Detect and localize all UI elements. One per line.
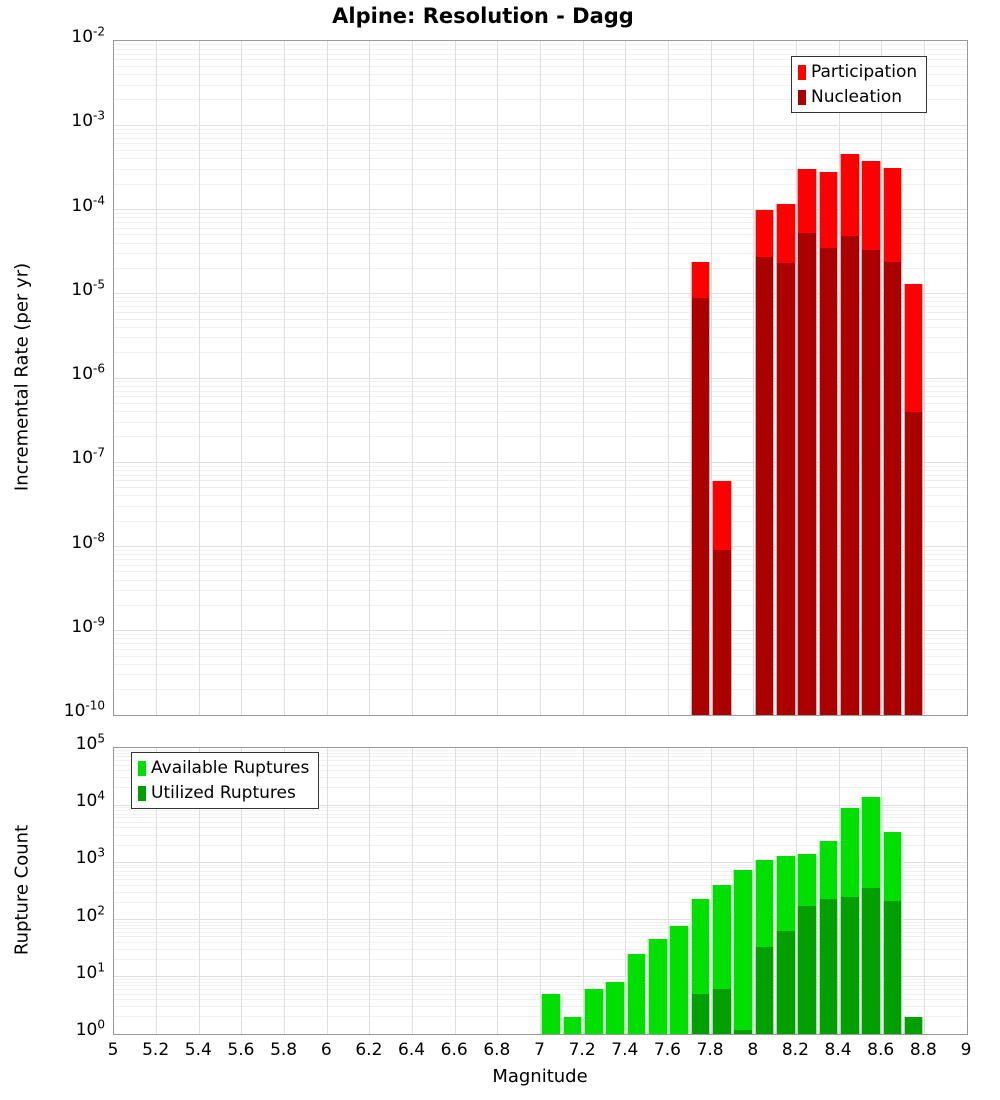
- y-tick-label: $10^{-10}$: [63, 698, 105, 721]
- y-tick-label: $10^{-9}$: [71, 614, 105, 637]
- x-tick-label: 7.4: [611, 1040, 639, 1060]
- x-tick-label: 6.2: [355, 1040, 383, 1060]
- x-tick-label: 7: [534, 1040, 545, 1060]
- nucleation-bar: [840, 236, 860, 715]
- rate-y-axis-label: Incremental Rate (per yr): [11, 262, 33, 492]
- y-tick-label: $10^{-5}$: [71, 277, 105, 300]
- vertical-gridline: [284, 41, 285, 715]
- legend-label: Utilized Ruptures: [151, 783, 296, 803]
- participation-legend-marker: [798, 65, 806, 80]
- y-tick-label: $10^{-3}$: [71, 108, 105, 132]
- x-tick-label: 9: [960, 1040, 972, 1060]
- x-tick-label: 8.2: [781, 1040, 809, 1060]
- vertical-gridline: [412, 41, 413, 715]
- vertical-gridline: [540, 41, 541, 715]
- y-tick-label: $10^1$: [75, 960, 105, 983]
- utilized-ruptures-bar: [776, 931, 796, 1034]
- nucleation-bar: [776, 263, 796, 715]
- x-tick-label: 6.8: [483, 1040, 511, 1060]
- vertical-gridline: [924, 748, 925, 1034]
- legend-label: Nucleation: [811, 87, 903, 107]
- x-tick-label: 6.6: [440, 1040, 468, 1060]
- y-tick-label: $10^{-2}$: [71, 24, 105, 47]
- x-tick-label: 8: [747, 1040, 759, 1060]
- vertical-gridline: [199, 41, 200, 715]
- available-ruptures-bar: [648, 939, 668, 1034]
- vertical-gridline: [497, 748, 498, 1034]
- legend-item: [798, 87, 917, 107]
- count-y-axis-label: Rupture Count: [11, 824, 33, 956]
- available-ruptures-bar: [584, 989, 604, 1034]
- utilized-ruptures-legend-marker: [138, 786, 146, 801]
- x-tick-label: 5.6: [227, 1040, 255, 1060]
- vertical-gridline: [668, 41, 669, 715]
- y-tick-label: $10^5$: [75, 731, 105, 754]
- vertical-gridline: [369, 41, 370, 715]
- y-tick-label: $10^{-6}$: [71, 361, 105, 384]
- legend-label: Available Ruptures: [151, 758, 310, 778]
- y-tick-label: $10^3$: [75, 845, 105, 869]
- x-tick-label: 5: [107, 1040, 119, 1060]
- available-ruptures-bar: [733, 870, 753, 1034]
- vertical-gridline: [924, 41, 925, 715]
- chart-title: Alpine: Resolution - Dagg: [332, 4, 634, 28]
- nucleation-bar: [691, 298, 711, 715]
- utilized-ruptures-bar: [883, 901, 903, 1034]
- x-tick-label: 6.4: [398, 1040, 426, 1060]
- x-tick-label: 7.2: [568, 1040, 596, 1060]
- legend-label: Participation: [811, 62, 918, 82]
- available-ruptures-legend-marker: [138, 761, 146, 776]
- y-tick-label: $10^{-7}$: [71, 445, 105, 469]
- x-tick-label: 7.8: [696, 1040, 724, 1060]
- vertical-gridline: [625, 41, 626, 715]
- y-tick-label: $10^{-8}$: [71, 529, 105, 553]
- y-tick-label: $10^{-4}$: [71, 192, 105, 216]
- utilized-ruptures-bar: [733, 1030, 753, 1034]
- nucleation-bar: [712, 550, 732, 715]
- nucleation-legend-marker: [798, 90, 806, 105]
- x-tick-label: 8.4: [824, 1040, 852, 1060]
- nucleation-bar: [861, 250, 881, 715]
- count-legend: [131, 752, 319, 809]
- utilized-ruptures-bar: [691, 994, 711, 1034]
- utilized-ruptures-bar: [712, 989, 732, 1034]
- vertical-gridline: [497, 41, 498, 715]
- utilized-ruptures-bar: [840, 897, 860, 1034]
- utilized-ruptures-bar: [861, 888, 881, 1034]
- available-ruptures-bar: [627, 954, 647, 1034]
- vertical-gridline: [369, 748, 370, 1034]
- available-ruptures-bar: [669, 926, 689, 1034]
- x-tick-label: 7.6: [653, 1040, 681, 1060]
- x-tick-label: 5.4: [184, 1040, 212, 1060]
- vertical-gridline: [327, 41, 328, 715]
- legend-item: [138, 758, 309, 778]
- y-tick-label: $10^2$: [75, 902, 105, 926]
- legend-item: [798, 62, 917, 82]
- x-tick-label: 6: [320, 1040, 332, 1060]
- vertical-gridline: [583, 41, 584, 715]
- available-ruptures-bar: [563, 1017, 583, 1034]
- y-tick-label: $10^0$: [75, 1017, 105, 1040]
- vertical-gridline: [241, 41, 242, 715]
- x-tick-label: 8.8: [909, 1040, 937, 1060]
- legend-item: [138, 783, 309, 803]
- vertical-gridline: [540, 748, 541, 1034]
- nucleation-bar: [819, 248, 839, 715]
- utilized-ruptures-bar: [904, 1017, 924, 1034]
- rate-legend: [791, 56, 927, 113]
- vertical-gridline: [156, 41, 157, 715]
- x-tick-label: 8.6: [867, 1040, 895, 1060]
- utilized-ruptures-bar: [819, 899, 839, 1034]
- vertical-gridline: [412, 748, 413, 1034]
- vertical-gridline: [455, 748, 456, 1034]
- available-ruptures-bar: [605, 982, 625, 1034]
- utilized-ruptures-bar: [797, 906, 817, 1034]
- nucleation-bar: [797, 233, 817, 715]
- available-ruptures-bar: [541, 994, 561, 1034]
- y-tick-label: $10^4$: [75, 788, 105, 812]
- rate-plot-area: [113, 40, 968, 716]
- nucleation-bar: [883, 262, 903, 715]
- nucleation-bar: [904, 412, 924, 715]
- x-tick-label: 5.2: [142, 1040, 170, 1060]
- nucleation-bar: [755, 257, 775, 715]
- vertical-gridline: [455, 41, 456, 715]
- vertical-gridline: [327, 748, 328, 1034]
- utilized-ruptures-bar: [755, 947, 775, 1034]
- x-axis-label: Magnitude: [492, 1066, 588, 1087]
- x-tick-label: 5.8: [270, 1040, 298, 1060]
